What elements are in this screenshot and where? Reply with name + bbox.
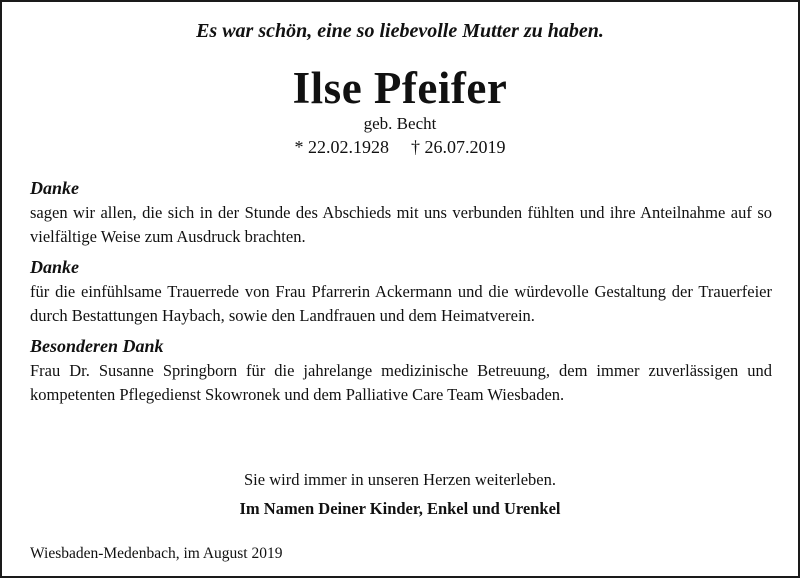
death-date: † 26.07.2019 [411,137,506,157]
signature-line: Im Namen Deiner Kinder, Enkel und Urenkel [239,499,561,518]
birth-date: * 22.02.1928 [294,137,389,157]
born-name: geb. Becht [363,114,437,133]
section-heading: Besonderen Dank [30,336,164,356]
thanks-section-3 [30,334,772,407]
thanks-section-2 [30,255,772,328]
section-text: für die einfühlsame Trauerrede von Frau Pfarrerin Ackermann und die würdevolle Gestaltung der Trauerfeier durch Bestattungen Haybach, sowie den Landfrauen und dem Heimatverein. [30,282,772,325]
section-heading: Danke [30,257,79,277]
section-heading: Danke [30,178,79,198]
motto: Es war schön, eine so liebevolle Mutter zu haben. [196,20,604,42]
thanks-content [30,176,772,413]
closing-line: Sie wird immer in unseren Herzen weiterleben. [243,470,556,489]
place-and-date: Wiesbaden-Medenbach, im August 2019 [30,545,283,562]
section-text: sagen wir allen, die sich in der Stunde des Abschieds mit uns verbunden fühlten und ihre Anteilnahme auf so vielfältige Weise zum Ausdruck brachten. [30,203,772,246]
thanks-section-1 [30,176,772,249]
deceased-name: Ilse Pfeifer [292,63,508,113]
section-text: Frau Dr. Susanne Springborn für die jahrelange medizinische Betreuung, dem immer zuverlässigen und kompetenten Pflegedienst Skowronek und dem Palliative Care Team Wiesbaden. [30,361,772,404]
life-dates [2,135,798,159]
